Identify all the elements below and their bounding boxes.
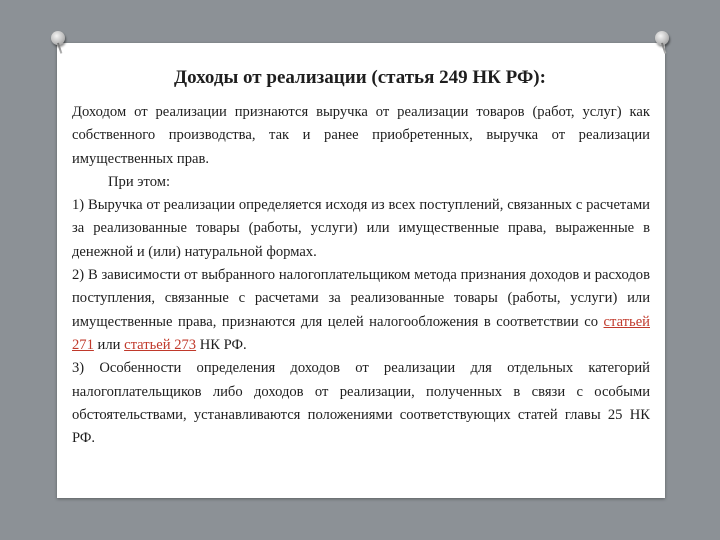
pushpin-icon bbox=[655, 31, 669, 45]
paragraph-item-3: 3) Особенности определения доходов от реализации для отдельных категорий налогоплательщиков либо доходов от реализации, полученных в связи с особыми обстоятельствами, устанавливаются положениями соответствующих статей главы 25 НК РФ. bbox=[72, 360, 650, 447]
slide-body bbox=[72, 101, 650, 450]
paragraph-item-2-text: 2) В зависимости от выбранного налогоплательщиком метода признания доходов и расходов поступления, связанные с расчетами за реализованные товары (работы, услуги) или имущественные права, признаются для целей налогообложения в соответствии со bbox=[72, 267, 650, 330]
article-273-link[interactable]: статьей 273 bbox=[124, 336, 197, 353]
article-271-link[interactable]: статьей 271 bbox=[72, 313, 650, 353]
paragraph-item-2 bbox=[72, 264, 650, 357]
paragraph-item-2-conjunction: или bbox=[93, 336, 125, 353]
paragraph-definition: Доходом от реализации признаются выручка от реализации товаров (работ, услуг) как собственного производства, так и ранее приобретенных, выручка от реализации имущественных прав. bbox=[72, 104, 650, 167]
paragraph-intro: При этом: bbox=[108, 173, 171, 190]
paragraph-item-2-ending: НК РФ. bbox=[196, 336, 247, 353]
paragraph-item-1: 1) Выручка от реализации определяется исходя из всех поступлений, связанных с расчетами за реализованные товары (работы, услуги) или имущественные права, выраженные в денежной и (или) натуральной формах. bbox=[72, 197, 650, 260]
pushpin-icon bbox=[51, 31, 65, 45]
slide-title: Доходы от реализации (статья 249 НК РФ): bbox=[174, 67, 546, 88]
